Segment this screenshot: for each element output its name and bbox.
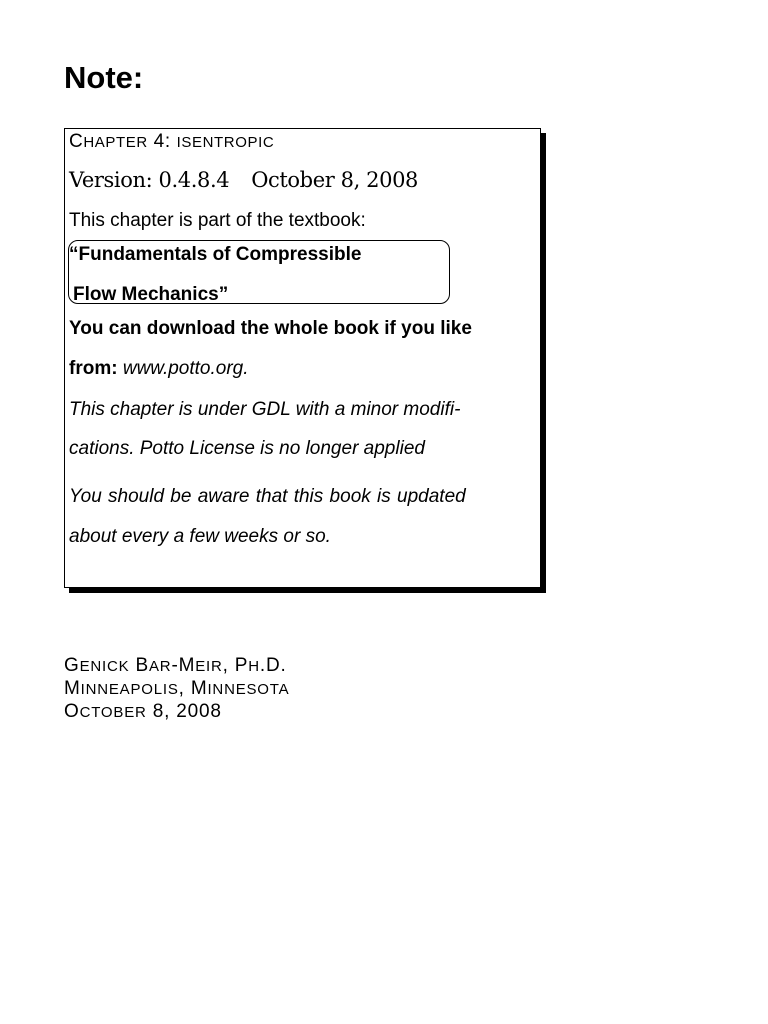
author-block bbox=[64, 655, 289, 724]
author-date: OCTOBER 8, 2008 bbox=[64, 701, 222, 722]
book-title-line-1: “Fundamentals of Compressible bbox=[69, 244, 362, 265]
author-name: GENICK BAR-MEIR, PH.D. bbox=[64, 655, 287, 676]
download-text: You can download the whole book if you like bbox=[69, 318, 472, 339]
chapter-info-box bbox=[64, 128, 541, 588]
update-notice-line-2: about every a few weeks or so. bbox=[69, 526, 331, 547]
download-source bbox=[69, 356, 249, 382]
download-from-label: from: bbox=[69, 358, 118, 379]
chapter-title: CHAPTER 4: ISENTROPIC bbox=[69, 131, 275, 152]
version-date: October 8, 2008 bbox=[251, 168, 418, 192]
book-title-line-2: Flow Mechanics” bbox=[73, 284, 229, 305]
license-text-line-1: This chapter is under GDL with a minor modifi- bbox=[69, 399, 461, 420]
version-line bbox=[69, 165, 418, 195]
license-text-line-2: cations. Potto License is no longer applied bbox=[69, 438, 425, 459]
update-notice-line-1: You should be aware that this book is updated bbox=[69, 486, 466, 507]
version-number: Version: 0.4.8.4 bbox=[69, 168, 230, 192]
download-url: www.potto.org. bbox=[122, 358, 249, 379]
part-of-text: This chapter is part of the textbook: bbox=[69, 210, 366, 231]
author-city: MINNEAPOLIS, MINNESOTA bbox=[64, 678, 290, 699]
note-heading: Note: bbox=[64, 60, 144, 95]
